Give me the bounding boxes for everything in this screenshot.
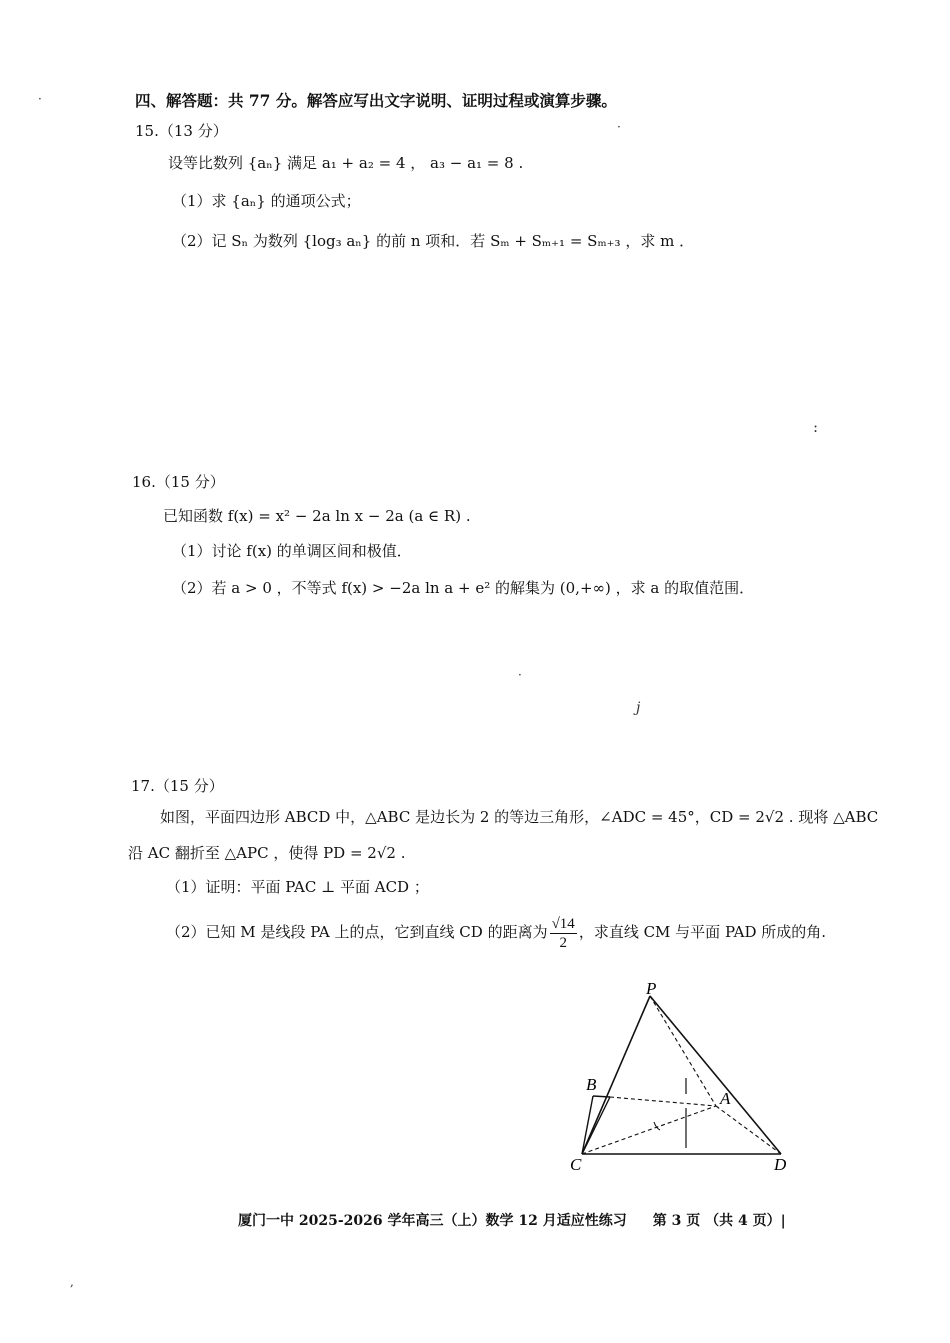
- problem-17-stem-line-1: 如图，平面四边形 ABCD 中，△ABC 是边长为 2 的等边三角形，∠ADC = 45°，CD = 2√2 . 现将 △ABC: [160, 808, 879, 826]
- footer-page-number: 第 3 页 （共 4 页）|: [652, 1213, 786, 1229]
- problem-15-part-2: （2）记 Sₙ 为数列 {log₃ aₙ} 的前 n 项和．若 Sₘ + Sₘ₊₁ = Sₘ₊₃ ，求 m ．: [172, 232, 695, 250]
- problem-17-stem-line-2: 沿 AC 翻折至 △APC ，使得 PD = 2√2 .: [128, 844, 406, 862]
- distance-fraction: [550, 915, 577, 952]
- problem-15-part-1: （1）求 {aₙ} 的通项公式；: [172, 192, 361, 210]
- edge-pa: [650, 996, 716, 1106]
- fraction-denominator: 2: [559, 934, 567, 951]
- label-c: C: [570, 1155, 582, 1174]
- pen-mark: [654, 1122, 660, 1130]
- problem-16-stem: 已知函数 f(x) = x² − 2a ln x − 2a (a ∈ R) .: [163, 507, 471, 525]
- scan-speck: ·: [617, 120, 621, 134]
- problem-15-number: 15.（13 分）: [135, 122, 228, 140]
- label-a: A: [720, 1089, 731, 1108]
- scan-speck: ·: [38, 92, 42, 106]
- edge-ba: [582, 1097, 610, 1154]
- problem-17-part-2-before: （2）已知 M 是线段 PA 上的点，它到直线 CD 的距离为: [166, 923, 548, 941]
- problem-16-part-1: （1）讨论 f(x) 的单调区间和极值．: [172, 542, 412, 560]
- problem-17-part-2-after: ，求直线 CM 与平面 PAD 所成的角.: [578, 923, 827, 941]
- problem-17-number: 17.（15 分）: [131, 777, 224, 795]
- label-d: D: [774, 1155, 787, 1174]
- scan-speck: :: [813, 418, 819, 436]
- problem-17-part-1: （1）证明：平面 PAC ⊥ 平面 ACD ；: [166, 878, 429, 896]
- problem-16-number: 16.（15 分）: [132, 473, 225, 491]
- section-heading: 四、解答题：共 77 分。解答应写出文字说明、证明过程或演算步骤。: [135, 91, 617, 110]
- label-b: B: [586, 1075, 597, 1094]
- fraction-numerator: √14: [551, 915, 575, 932]
- scan-speck: ,: [70, 1275, 74, 1289]
- problem-16-part-2: （2）若 a > 0 ，不等式 f(x) > −2a ln a + e² 的解集为 (0,+∞) ，求 a 的取值范围．: [172, 579, 755, 597]
- edge-ad: [716, 1106, 781, 1154]
- edge-b-short: [593, 1096, 610, 1097]
- page-footer: [238, 1210, 786, 1230]
- edge-cb: [582, 1096, 593, 1154]
- problem-15-stem: 设等比数列 {aₙ} 满足 a₁ + a₂ = 4 ， a₃ − a₁ = 8 .: [168, 154, 524, 172]
- label-p: P: [646, 982, 657, 998]
- footer-title: 厦门一中 2025-2026 学年高三（上）数学 12 月适应性练习: [238, 1213, 627, 1229]
- scan-speck: j: [636, 700, 641, 716]
- problem-17-part-2: [166, 912, 826, 952]
- geometry-figure: [566, 982, 806, 1174]
- edge-pd: [650, 996, 781, 1154]
- edge-ba-dashed: [610, 1097, 716, 1106]
- scan-speck: ·: [518, 668, 522, 682]
